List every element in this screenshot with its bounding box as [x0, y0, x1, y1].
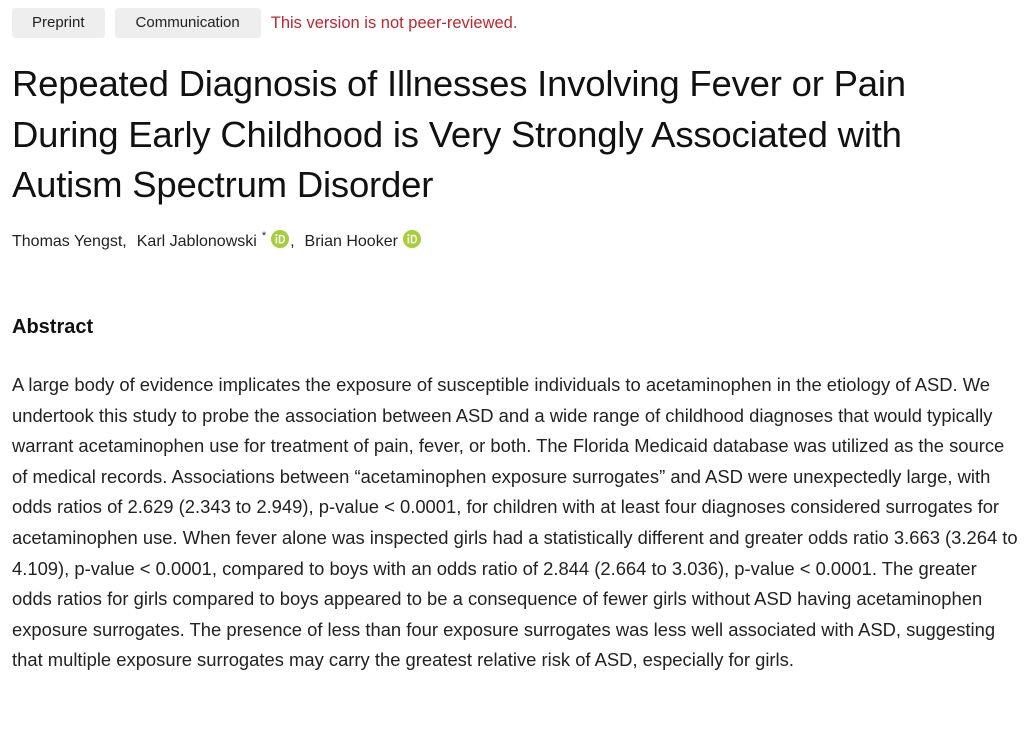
author-separator: ,	[122, 233, 127, 250]
abstract-heading: Abstract	[12, 316, 94, 338]
abstract-text: A large body of evidence implicates the exposure of susceptible individuals to acetaminophen in the etiology of ASD. We undertook this study to probe the association between ASD and a wide range of childhood diagnoses that would typically warrant acetaminophen use for treatment of pain, fever, or both. The Florida Medicaid database was utilized as the source of medical records. Associations between “acetaminophen exposure surrogates” and ASD were unexpectedly large, with odds ratios of 2.629 (2.343 to 2.949), p-value < 0.0001, for children with at least four diagnoses considered surrogates for acetaminophen use. When fever alone was inspected girls had a statistically different and greater odds ratio 3.663 (3.264 to 4.109), p-value < 0.0001, compared to boys with an odds ratio of 2.844 (2.664 to 3.036), p-value < 0.0001. The greater odds ratios for girls compared to boys appeared to be a consequence of fewer girls without ASD having acetaminophen exposure surrogates. The presence of less than four exposure surrogates was less well associated with ASD, suggesting that multiple exposure surrogates may carry the greatest relative risk of ASD, especially for girls.	[12, 374, 1018, 671]
peer-review-notice: This version is not peer-reviewed.	[270, 13, 518, 32]
orcid-icon[interactable]	[403, 230, 421, 248]
author-name[interactable]: Karl Jablonowski	[136, 233, 257, 250]
author-karl-jablonowski[interactable]	[136, 230, 290, 251]
author-separator: ,	[290, 233, 295, 250]
author-brian-hooker[interactable]	[305, 233, 422, 251]
author-thomas-yengst[interactable]	[12, 233, 122, 251]
communication-badge: Communication	[115, 8, 261, 38]
article-title: Repeated Diagnosis of Illnesses Involving Fever or Pain During Early Childhood is Very Strongly Associated with Autism Spectrum Disorder	[12, 63, 906, 205]
author-name[interactable]: Thomas Yengst	[12, 233, 123, 250]
preprint-badge: Preprint	[12, 8, 105, 38]
article-badges	[12, 8, 517, 38]
corresponding-author-mark: *	[261, 230, 267, 242]
orcid-icon[interactable]	[271, 230, 289, 248]
author-list	[12, 230, 422, 251]
author-name[interactable]: Brian Hooker	[304, 233, 398, 250]
